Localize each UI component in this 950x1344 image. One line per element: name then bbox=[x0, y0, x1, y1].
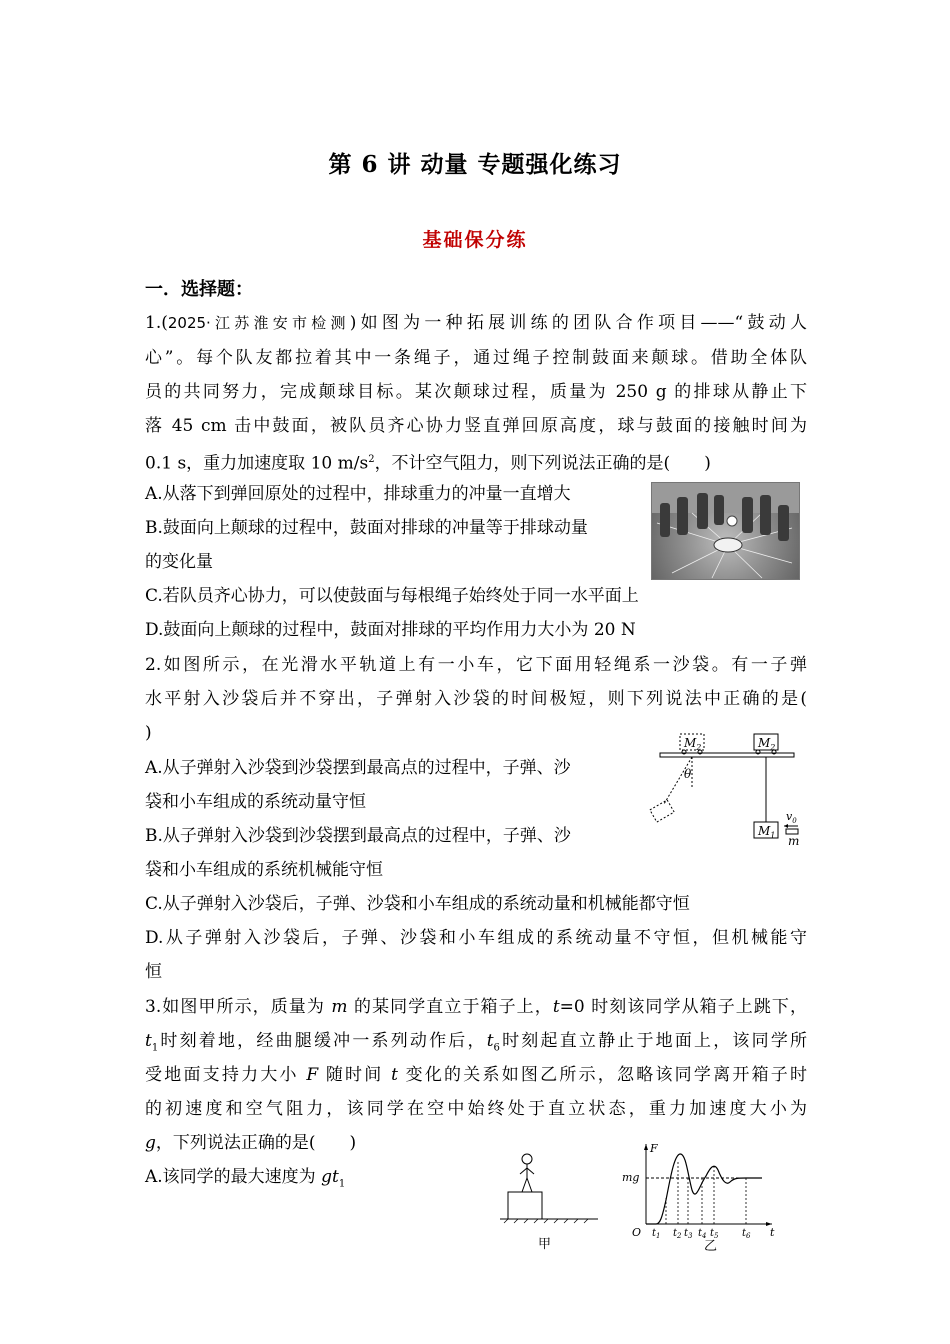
m1-label: $M_1$ bbox=[758, 824, 776, 840]
q1-line-2: 心”。每个队友都拉着其中一条绳子，通过绳子控制鼓面来颠球。借助全体队 bbox=[145, 348, 807, 368]
q2-option-c: C.从子弹射入沙袋后，子弹、沙袋和小车组成的系统动量和机械能都守恒 bbox=[145, 894, 690, 914]
q3-line-5: g，下列说法正确的是( ) bbox=[145, 1133, 357, 1153]
q3-line-1: 3.如图甲所示，质量为 m 的某同学直立于箱子上，t=0 时刻该同学从箱子上跳下， bbox=[145, 997, 808, 1017]
q2-option-a: A.从子弹射入沙袋到沙袋摆到最高点的过程中，子弹、沙 bbox=[145, 758, 571, 778]
q3-line-3: 受地面支持力大小 F 随时间 t 变化的关系如图乙所示，忽略该同学离开箱子时 bbox=[145, 1065, 808, 1085]
m2-ghost-label: $M_2$ bbox=[684, 736, 702, 752]
q3-option-a: A.该同学的最大速度为 $gt_1$ bbox=[145, 1167, 346, 1190]
q2-line-1: 2.如图所示，在光滑水平轨道上有一小车，它下面用轻绳系一沙袋。有一子弹 bbox=[145, 655, 807, 675]
q2-option-d-cont: 恒 bbox=[145, 962, 162, 982]
tick-t2: $t_2$ bbox=[673, 1228, 682, 1240]
tick-t3: $t_3$ bbox=[684, 1228, 693, 1240]
q1-option-b-cont: 的变化量 bbox=[145, 552, 213, 572]
figure-yi-label: 乙 bbox=[704, 1239, 718, 1254]
q1-source: 2025·江苏淮安市检测 bbox=[167, 314, 350, 332]
figure-jia-label: 甲 bbox=[538, 1237, 552, 1252]
bullet-mass-label: m bbox=[788, 834, 800, 848]
m2-label: $M_2$ bbox=[758, 736, 776, 752]
team-drum-photo bbox=[651, 482, 800, 580]
q2-option-d: D.从子弹射入沙袋后，子弹、沙袋和小车组成的系统动量不守恒，但机械能守 bbox=[145, 928, 807, 948]
q1-line-1: 1.(2025·江苏淮安市检测)如图为一种拓展训练的团队合作项目——“鼓动人 bbox=[145, 313, 807, 333]
q2-line-2: 水平射入沙袋后并不穿出，子弹射入沙袋的时间极短，则下列说法中正确的是( bbox=[145, 689, 807, 709]
page-title: 第 6 讲 动量 专题强化练习 bbox=[328, 151, 622, 178]
q2-option-b-cont: 袋和小车组成的系统机械能守恒 bbox=[145, 860, 383, 880]
q1-line-3: 员的共同努力，完成颠球目标。某次颠球过程，质量为 250 g 的排球从静止下 bbox=[145, 382, 807, 402]
q1-option-c: C.若队员齐心协力，可以使鼓面与每根绳子始终处于同一水平面上 bbox=[145, 586, 639, 606]
tick-t6: $t_6$ bbox=[742, 1228, 751, 1240]
mg-label: mg bbox=[622, 1171, 640, 1184]
q1-line-4: 落 45 cm 击中鼓面，被队员齐心协力竖直弹回原高度，球与鼓面的接触时间为 bbox=[145, 416, 807, 436]
q1-option-b: B.鼓面向上颠球的过程中，鼓面对排球的冲量等于排球动量 bbox=[145, 518, 588, 538]
theta-label: θ bbox=[684, 767, 692, 781]
tick-t1: $t_1$ bbox=[652, 1228, 661, 1240]
tick-t5: $t_5$ bbox=[710, 1228, 719, 1240]
q3-line-4: 的初速度和空气阻力，该同学在空中始终处于直立状态，重力加速度大小为 bbox=[145, 1099, 807, 1119]
section-subtitle: 基础保分练 bbox=[422, 229, 528, 251]
q1-line-5: 0.1 s，重力加速度取 10 $m/s^2$，不计空气阻力，则下列说法正确的是( ) bbox=[145, 453, 711, 474]
q2-option-a-cont: 袋和小车组成的系统动量守恒 bbox=[145, 792, 366, 812]
q1-option-a: A.从落下到弹回原处的过程中，排球重力的冲量一直增大 bbox=[145, 484, 571, 504]
q2-line-3: ) bbox=[145, 723, 152, 743]
q3-line-2: $t_1$时刻着地，经曲腿缓冲一系列动作后，$t_6$时刻起直立静止于地面上，该同学所 bbox=[145, 1031, 808, 1054]
axis-t-label: t bbox=[770, 1226, 775, 1239]
v0-label: $v_0$ bbox=[786, 810, 797, 825]
q1-option-d: D.鼓面向上颠球的过程中，鼓面对排球的平均作用力大小为 20 N bbox=[145, 620, 636, 640]
q2-option-b: B.从子弹射入沙袋到沙袋摆到最高点的过程中，子弹、沙 bbox=[145, 826, 571, 846]
person-on-box-figure bbox=[500, 1150, 600, 1255]
force-time-graph bbox=[622, 1140, 782, 1255]
tick-t4: $t_4$ bbox=[698, 1228, 707, 1240]
axis-f-label: F bbox=[650, 1142, 658, 1155]
cart-sandbag-diagram bbox=[640, 728, 800, 848]
section-heading: 一．选择题： bbox=[145, 279, 253, 300]
origin-label: O bbox=[632, 1226, 642, 1239]
